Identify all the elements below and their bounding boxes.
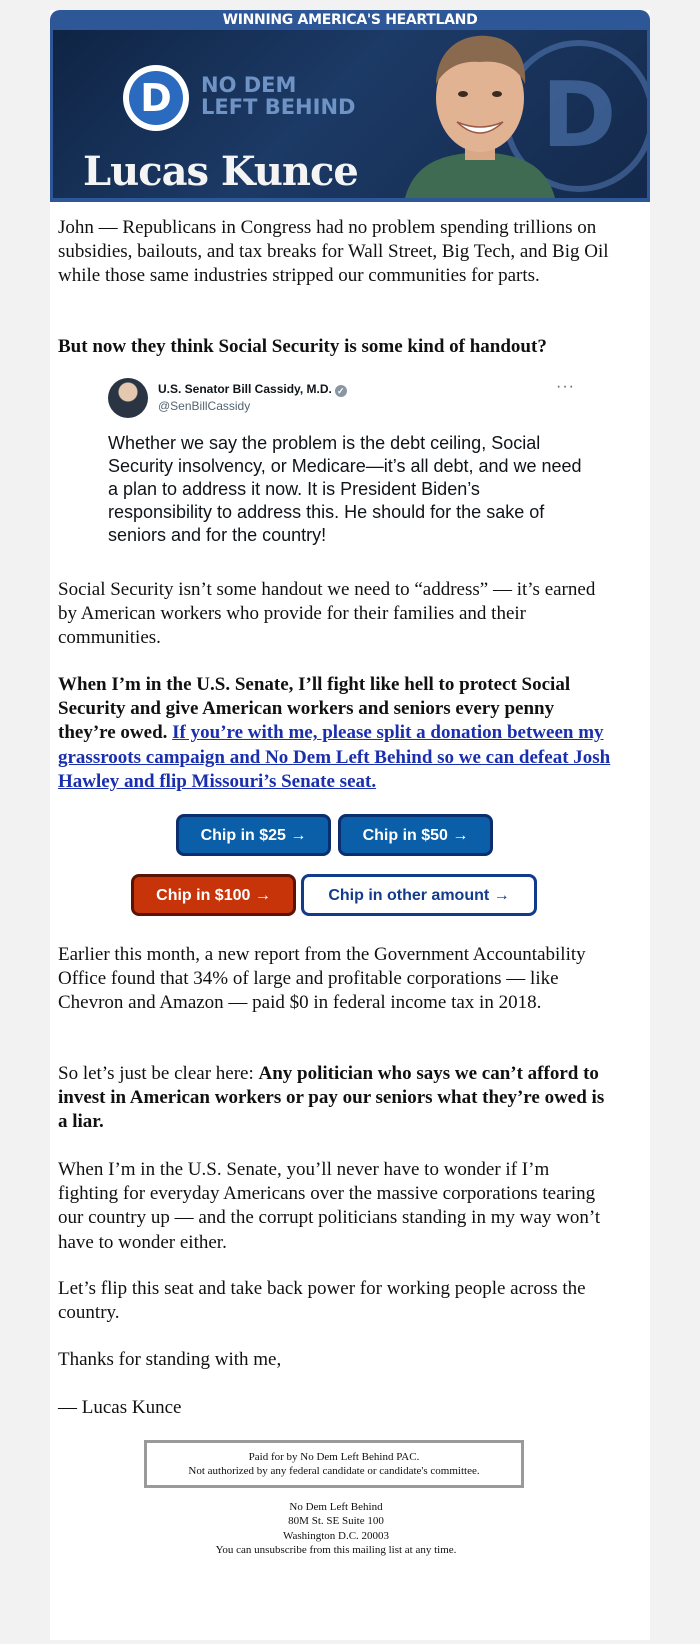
tweet-text: Whether we say the problem is the debt ceiling, Social Security insolvency, or Medicare—it’s all debt, and we need a plan to address it now. It is President Biden’s responsibility to address this. He should for the sake of seniors and for the country!	[108, 433, 582, 545]
footer-street: 80M St. SE Suite 100	[288, 1515, 384, 1528]
paragraph-intro: John — Republicans in Congress had no problem spending trillions on subsidies, bailouts, and tax breaks for Wall Street, Big Tech, and Big Oil while those same industries stripped our communities for parts.	[58, 217, 609, 287]
candidate-portrait-icon	[395, 30, 565, 198]
paragraph-social-security: Social Security isn’t some handout we need to “address” — it’s earned by American workers who provide for their families and their communities.	[58, 579, 596, 649]
org-logo-icon	[123, 65, 189, 131]
paragraph-thanks: Thanks for standing with me,	[58, 1349, 282, 1370]
chip-in-50-button[interactable]: Chip in $50 →	[338, 814, 493, 856]
candidate-name: Lucas Kunce	[83, 148, 358, 195]
tweet-author: U.S. Senator Bill Cassidy, M.D. ✓	[158, 382, 347, 397]
banner-image	[53, 30, 647, 198]
footer-city: Washington D.C. 20003	[282, 1529, 390, 1542]
footer-org: No Dem Left Behind	[289, 1501, 383, 1513]
email-container	[50, 10, 650, 1640]
chip-in-25-button[interactable]: Chip in $25 →	[176, 814, 331, 856]
background-logo-letter: D	[541, 63, 617, 168]
paragraph-politicians: So let’s just be clear here: Any politician who says we can’t afford to invest in American workers or pay our seniors what they’re owed is a liar.	[58, 1063, 605, 1133]
paragraph-senate-promise: When I’m in the U.S. Senate, you’ll never have to wonder if I’m fighting for everyday Americans over the massive corporations tearing our country up — and the corrupt politicians standing in my way won’t have to wonder either.	[58, 1159, 601, 1253]
signature: — Lucas Kunce	[58, 1397, 182, 1418]
verified-badge-icon: ✓	[335, 385, 347, 397]
header-banner	[50, 10, 650, 202]
tweet-handle: @SenBillCassidy	[158, 399, 251, 413]
org-logo-letter: D	[140, 76, 172, 120]
paragraph-call-to-action: When I’m in the U.S. Senate, I’ll fight like hell to protect Social Security and give American workers and seniors every penny they’re owed. If you’re with me, please split a donation between my grassroots campaign and No Dem Left Behind so we can defeat Josh Hawley and flip Missouri’s Senate seat.	[58, 674, 611, 792]
unsubscribe-text[interactable]: You can unsubscribe from this mailing list at any time.	[215, 1543, 457, 1556]
avatar	[108, 378, 148, 418]
chip-in-other-amount-button[interactable]: Chip in other amount →	[301, 874, 537, 916]
paragraph-gao-report: Earlier this month, a new report from the Government Accountability Office found that 34% of large and profitable corporations — like Chevron and Amazon — paid $0 in federal income tax in 2018.	[58, 944, 586, 1014]
donate-link[interactable]: If you’re with me, please split a donation between my grassroots campaign and No Dem Left Behind so we can defeat Josh Hawley and flip Missouri’s Senate seat.	[58, 722, 611, 792]
paragraph-flip-seat: Let’s flip this seat and take back power for working people across the country.	[58, 1278, 586, 1324]
banner-tagline: WINNING AMERICA'S HEARTLAND	[222, 12, 478, 28]
paid-for-disclaimer: Paid for by No Dem Left Behind PAC. Not authorized by any federal candidate or candidate's committee.	[144, 1440, 524, 1488]
org-name: NO DEM LEFT BEHIND	[201, 73, 356, 119]
chip-in-100-button[interactable]: Chip in $100 →	[131, 874, 296, 916]
paragraph-question: But now they think Social Security is some kind of handout?	[58, 336, 547, 357]
more-options-icon[interactable]: ···	[556, 378, 575, 395]
footer-address	[50, 1500, 622, 1557]
embedded-tweet[interactable]	[108, 378, 588, 558]
